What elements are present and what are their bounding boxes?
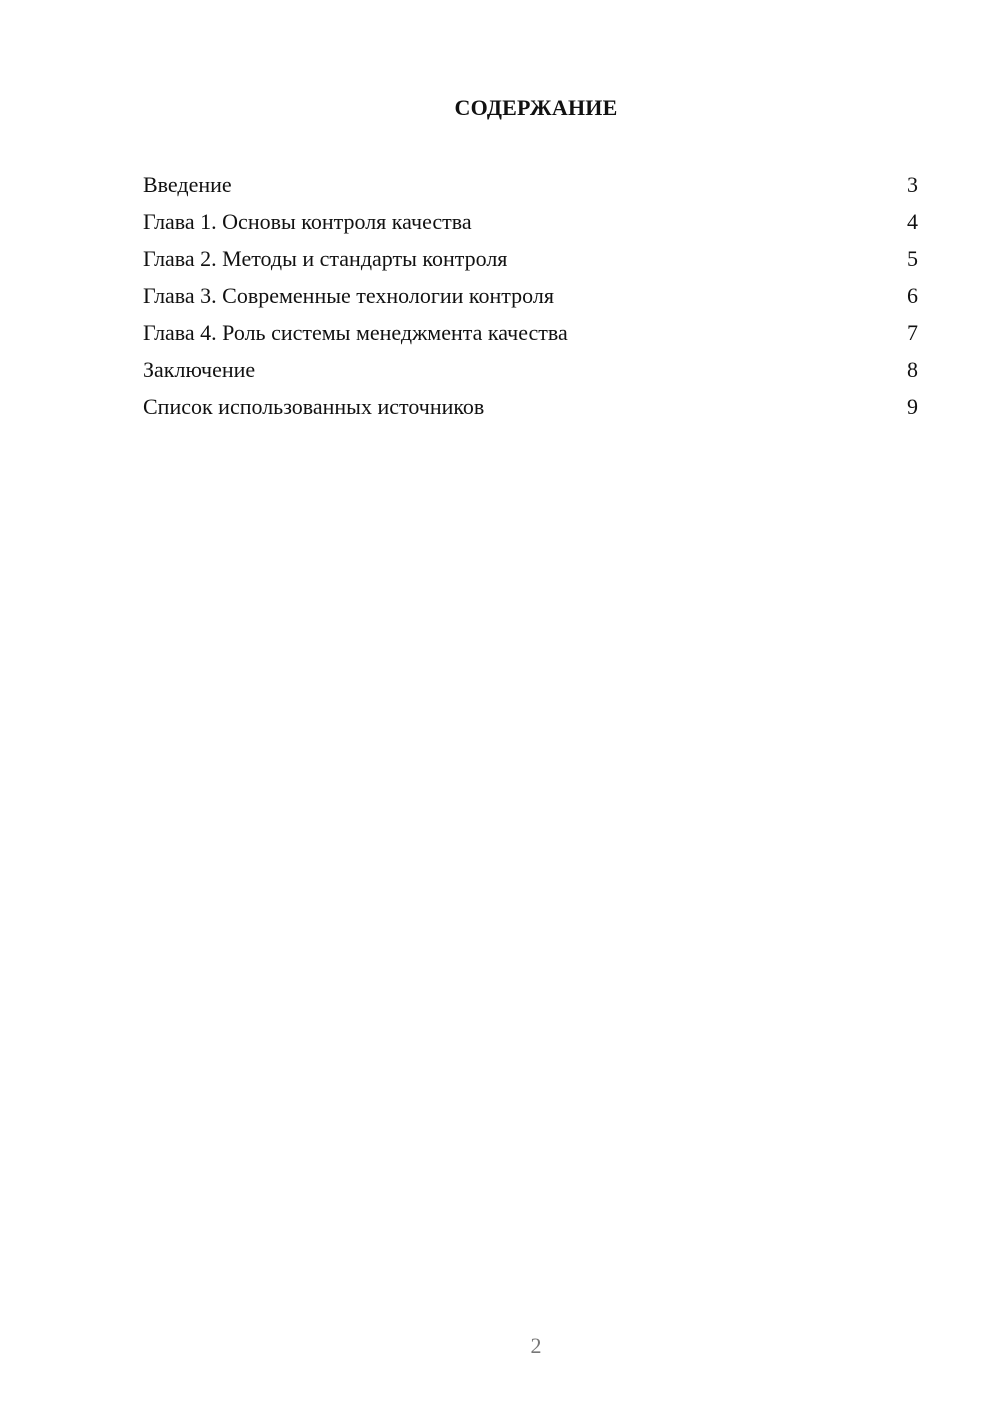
toc-entry-page: 5 — [907, 246, 918, 271]
toc-entry-chapter-1[interactable] — [143, 205, 918, 242]
toc-entry-label: Глава 2. Методы и стандарты контроля — [143, 246, 508, 271]
toc-entry-page: 7 — [907, 320, 918, 345]
toc-entry-references[interactable] — [143, 390, 918, 427]
toc-entry-page: 3 — [907, 172, 918, 197]
toc-entry-label: Глава 1. Основы контроля качества — [143, 209, 472, 234]
toc-entry-page: 4 — [907, 209, 918, 234]
toc-entry-label: Глава 3. Современные технологии контроля — [143, 283, 554, 308]
toc-entry-label: Глава 4. Роль системы менеджмента качества — [143, 320, 568, 345]
toc-entry-chapter-4[interactable] — [143, 316, 918, 353]
page-number: 2 — [530, 1333, 542, 1358]
toc-entry-page: 9 — [907, 394, 918, 419]
toc-entry-conclusion[interactable] — [143, 353, 918, 390]
toc-entry-label: Введение — [143, 172, 232, 197]
toc-entry-label: Список использованных источников — [143, 394, 485, 419]
table-of-contents — [143, 168, 918, 427]
toc-entry-chapter-2[interactable] — [143, 242, 918, 279]
toc-title: СОДЕРЖАНИЕ — [454, 95, 618, 120]
toc-entry-label: Заключение — [143, 357, 256, 382]
toc-entry-page: 6 — [907, 283, 918, 308]
toc-entry-chapter-3[interactable] — [143, 279, 918, 316]
toc-entry-page: 8 — [907, 357, 918, 382]
toc-entry-introduction[interactable] — [143, 168, 918, 205]
